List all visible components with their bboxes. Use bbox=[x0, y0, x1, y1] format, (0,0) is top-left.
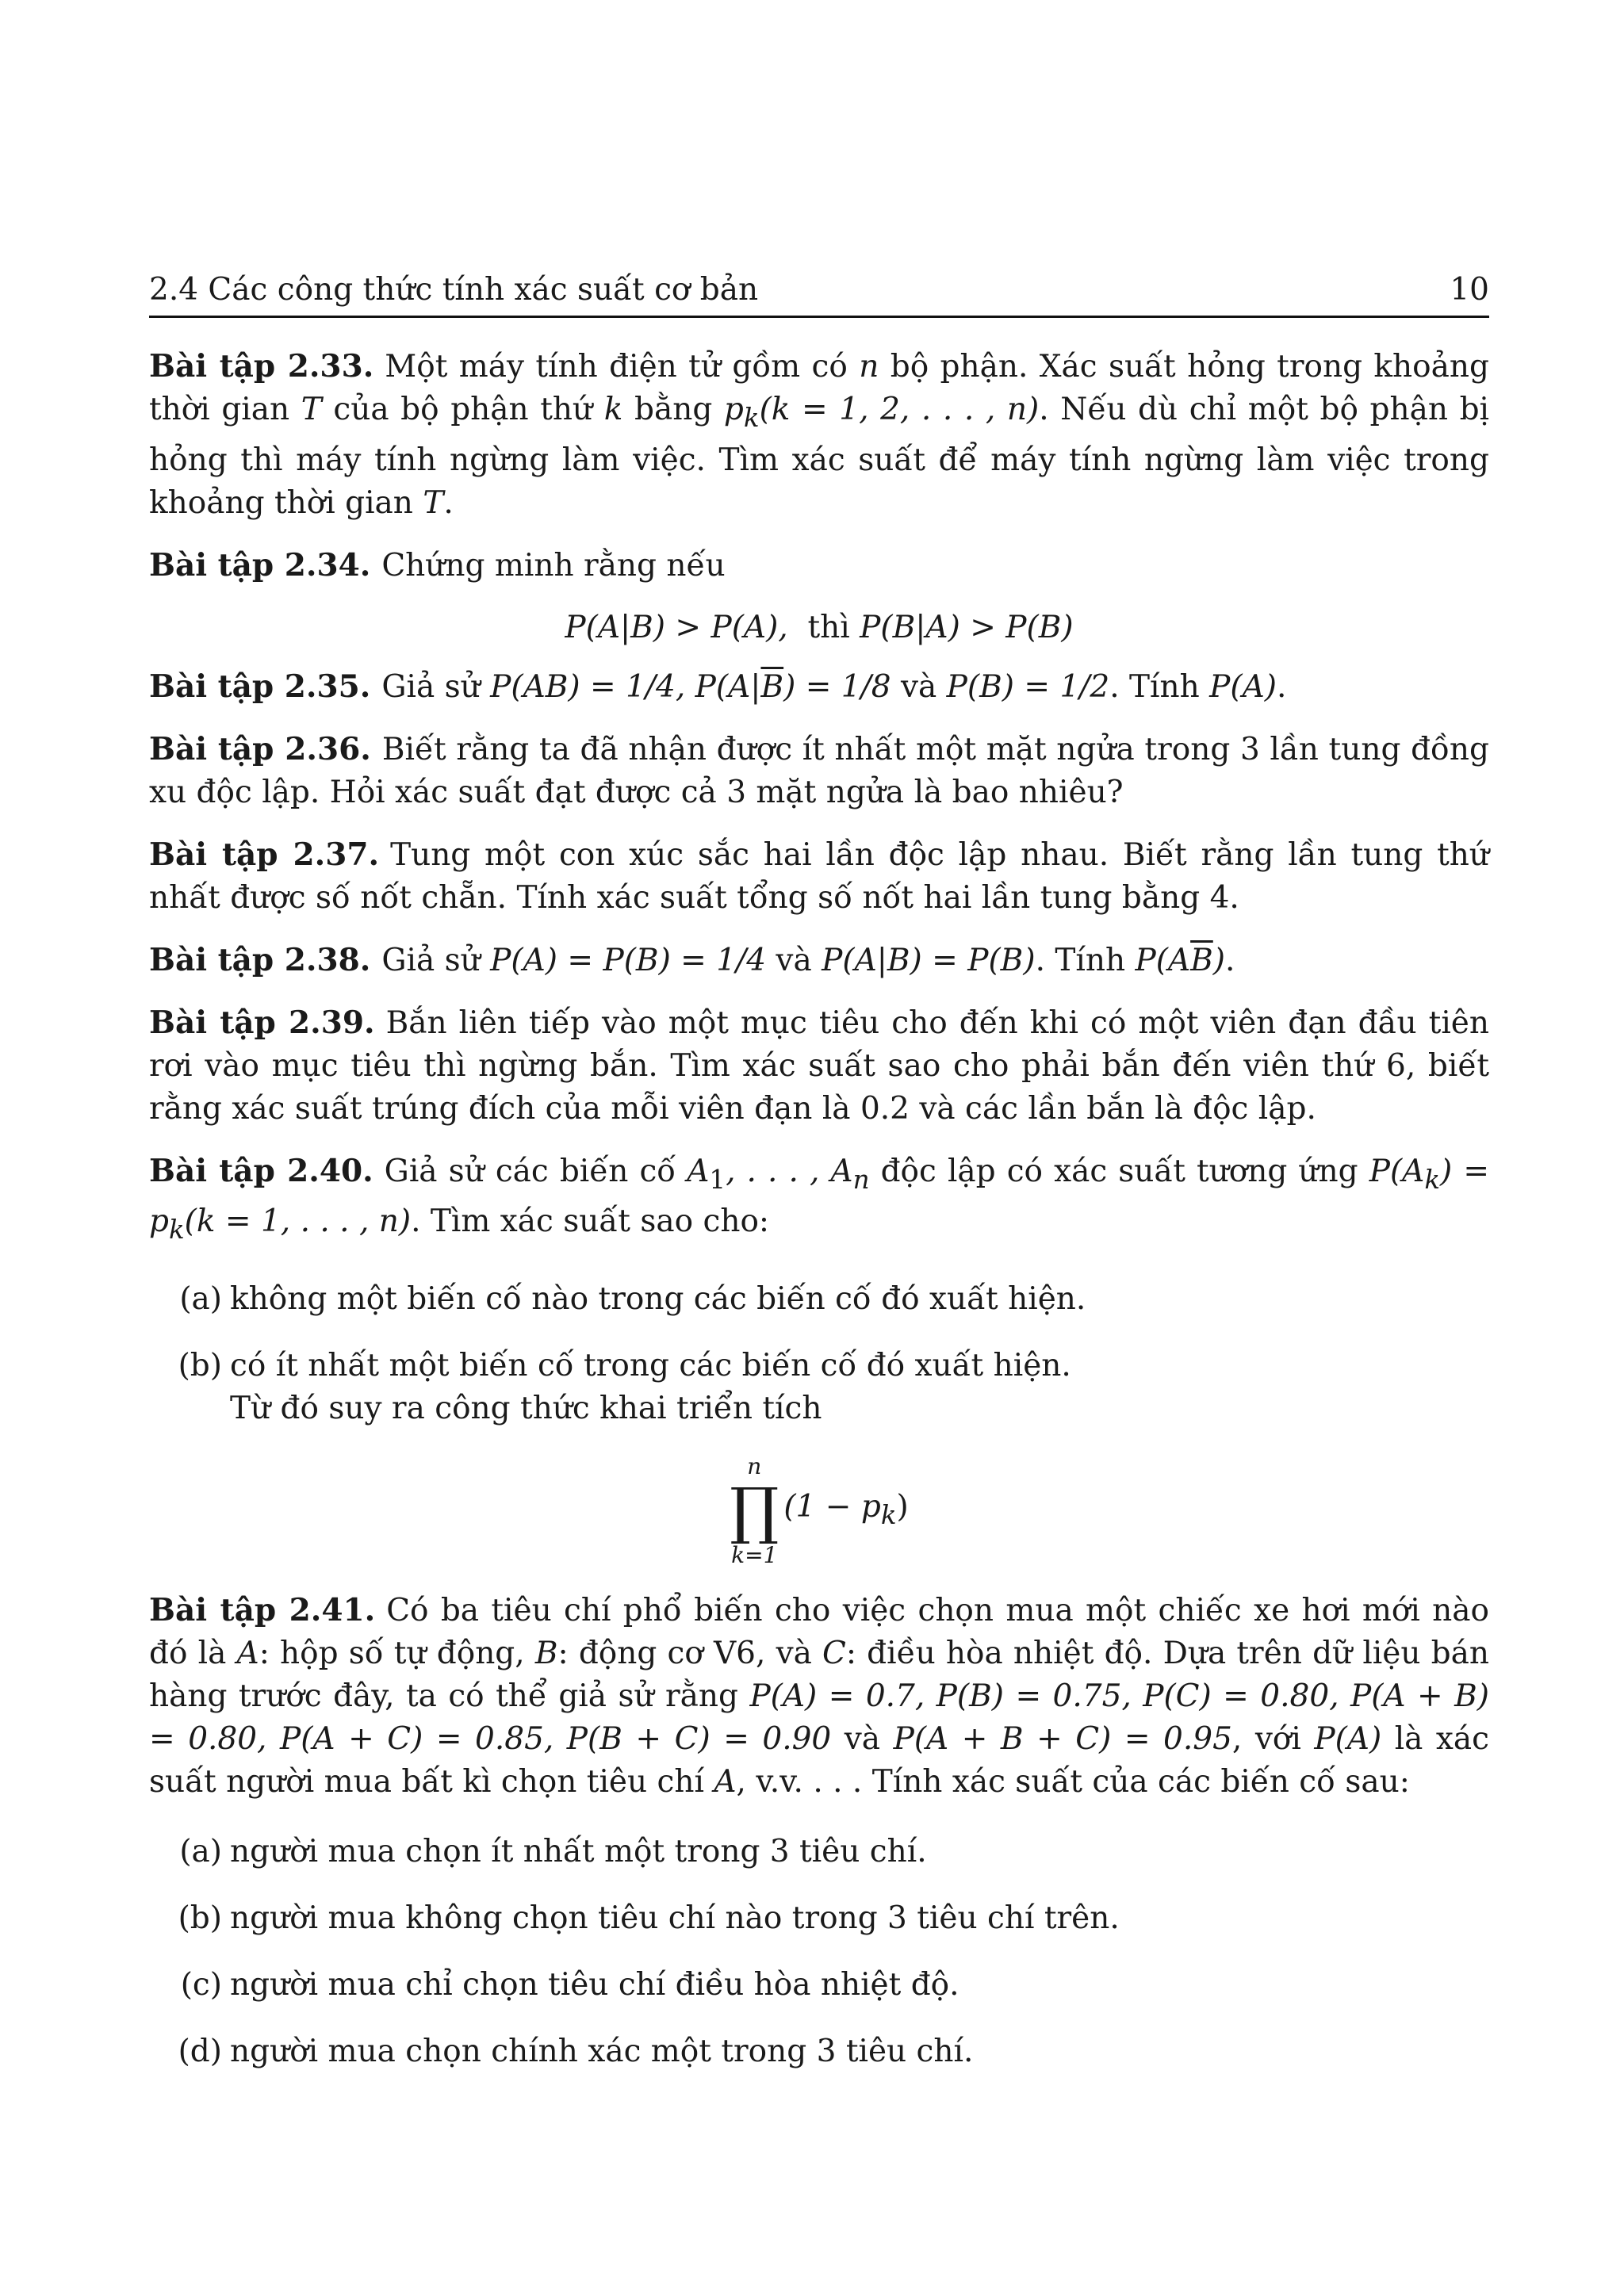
list-item: (a) người mua chọn ít nhất một trong 3 tiêu chí. bbox=[179, 1834, 927, 1870]
page-number: 10 bbox=[1450, 272, 1489, 308]
exercise-2-41: Bài tập 2.41. Có ba tiêu chí phổ biến cho việc chọn mua một chiếc xe hơi mới nào đó là A: hộp số tự động, B: động cơ V6, và C: điều hòa nhiệt độ. Dựa trên dữ liệu bán hàng trước đây, ta có thể giả sử rằng P(A) = 0.7, P(B) = 0.75, P(C) = 0.80, P(A + B) = 0.80, P(A + C) = 0.85, P(B + C) = 0.90 và P(A + B + C) = 0.95, với P(A) là xác suất người mua bất kì chọn tiêu chí A, v.v. . . . Tính xác suất của các biến cố sau: bbox=[149, 1592, 1490, 1800]
exercise-label: Bài tập 2.38. bbox=[149, 941, 371, 978]
list-item: (d) người mua chọn chính xác một trong 3 tiêu chí. bbox=[178, 2034, 974, 2070]
exercise-label: Bài tập 2.39. bbox=[149, 1004, 375, 1041]
list-item: (c) người mua chỉ chọn tiêu chí điều hòa nhiệt độ. bbox=[180, 1967, 959, 2003]
exercise-label: Bài tập 2.37. bbox=[149, 836, 380, 873]
exercise-label: Bài tập 2.41. bbox=[149, 1592, 376, 1629]
exercise-2-41-items bbox=[149, 1831, 1489, 2073]
exercise-2-35: Bài tập 2.35. Giả sử P(AB) = 1/4, $P(A|\overline{B}) = 1/8$ và P(B) = 1/2. Tính P(A). bbox=[149, 668, 1287, 705]
section-title: 2.4 Các công thức tính xác suất cơ bản bbox=[149, 272, 759, 308]
list-item: (b) người mua không chọn tiêu chí nào trong 3 tiêu chí trên. bbox=[178, 1900, 1120, 1937]
exercise-label: Bài tập 2.33. bbox=[149, 347, 374, 385]
exercise-label: Bài tập 2.35. bbox=[149, 668, 371, 705]
exercise-label: Bài tập 2.36. bbox=[149, 730, 371, 767]
exercise-2-33: Bài tập 2.33. Một máy tính điện tử gồm có n bộ phận. Xác suất hỏng trong khoảng thời gian T của bộ phận thứ k bằng $p_k(k = 1$, 2, . . . , n). Nếu dù chỉ một bộ phận bị hỏng thì máy tính ngừng làm việc. Tìm xác suất để máy tính ngừng làm việc trong khoảng thời gian T. bbox=[149, 347, 1490, 521]
product-formula: n ∏ k=1 $(1 - p_k)$ bbox=[730, 1453, 909, 1569]
exercise-2-40-items bbox=[149, 1278, 1489, 1568]
exercise-2-34: Bài tập 2.34. Chứng minh rằng nếu bbox=[149, 546, 726, 584]
exercise-2-40: Bài tập 2.40. Giả sử các biến cố $A_1$, . . . , $A_n$ độc lập có xác suất tương ứng $P(A_k) = p_k(k = 1$, . . . , n). Tìm xác suất sao cho: bbox=[149, 1152, 1490, 1246]
list-item: (b) có ít nhất một biến cố trong các biến cố đó xuất hiện. Từ đó suy ra công thức khai triển tích bbox=[178, 1348, 1071, 1427]
exercise-label: Bài tập 2.34. bbox=[149, 546, 371, 584]
display-equation: P(A|B) > P(A), thì P(B|A) > P(B) bbox=[565, 609, 1074, 645]
exercise-label: Bài tập 2.40. bbox=[149, 1152, 373, 1189]
exercise-2-38: Bài tập 2.38. Giả sử P(A) = P(B) = 1/4 và P(A|B) = P(B). Tính $P(A\overline{B})$. bbox=[149, 941, 1235, 978]
document-page bbox=[149, 274, 1489, 2097]
exercise-2-37: Bài tập 2.37. Tung một con xúc sắc hai lần độc lập nhau. Biết rằng lần tung thứ nhất được số nốt chẵn. Tính xác suất tổng số nốt hai lần tung bằng 4. bbox=[149, 836, 1489, 916]
exercise-list bbox=[149, 318, 1489, 2073]
exercise-2-39: Bài tập 2.39. Bắn liên tiếp vào một mục tiêu cho đến khi có một viên đạn đầu tiên rơi vào mục tiêu thì ngừng bắn. Tìm xác suất sao cho phải bắn đến viên thứ 6, biết rằng xác suất trúng đích của mỗi viên đạn là 0.2 và các lần bắn là độc lập. bbox=[149, 1004, 1489, 1127]
product-symbol: ∏ bbox=[730, 1475, 779, 1548]
page-header bbox=[149, 274, 1489, 318]
exercise-2-36: Bài tập 2.36. Biết rằng ta đã nhận được ít nhất một mặt ngửa trong 3 lần tung đồng xu độc lập. Hỏi xác suất đạt được cả 3 mặt ngửa là bao nhiêu? bbox=[149, 730, 1489, 810]
list-item: (a) không một biến cố nào trong các biến cố đó xuất hiện. bbox=[179, 1281, 1086, 1318]
